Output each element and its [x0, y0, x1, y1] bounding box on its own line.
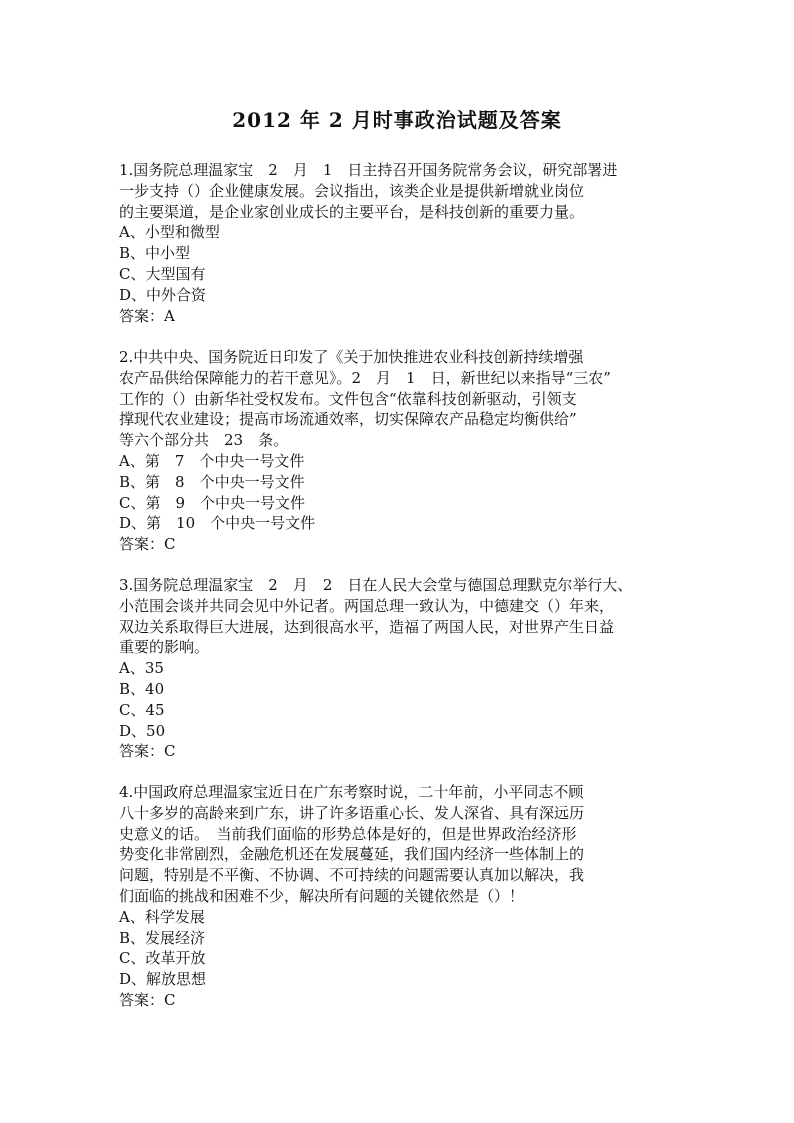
option-b: B、中小型	[119, 244, 191, 263]
question-3	[119, 575, 689, 762]
question-stem-line: 农产品供给保障能力的若干意见》。2 月 1 日，新世纪以来指导“三农”	[119, 368, 611, 387]
question-stem-line: 4.中国政府总理温家宝近日在广东考察时说，二十年前，小平同志不顾	[119, 783, 584, 801]
question-stem-line: 撑现代农业建设；提高市场流通效率，切实保障农产品稳定均衡供给”	[119, 410, 577, 429]
option-a: A、35	[119, 659, 164, 678]
document-title: 2012 年 2 月时事政治试题及答案	[232, 108, 562, 132]
answer: 答案：C	[119, 742, 176, 761]
answer: 答案：C	[119, 990, 176, 1009]
answer: 答案：A	[119, 306, 175, 325]
question-stem-line: 势变化非常剧烈，金融危机还在发展蔓延，我们国内经济一些体制上的	[119, 845, 585, 864]
question-4	[119, 782, 689, 1011]
option-d: D、50	[119, 721, 166, 740]
question-1	[119, 160, 689, 326]
question-2	[119, 347, 689, 555]
question-stem-line: 小范围会谈并共同会见中外记者。两国总理一致认为，中德建交（）年来，	[119, 596, 615, 615]
question-stem-line: 八十多岁的高龄来到广东，讲了许多语重心长、发人深省、具有深远历	[119, 803, 585, 822]
question-stem-line: 1.国务院总理温家宝 2 月 1 日主持召开国务院常务会议，研究部署进	[119, 161, 618, 179]
answer: 答案：C	[119, 535, 176, 554]
option-b: B、第 8 个中央一号文件	[119, 472, 305, 491]
option-c: C、45	[119, 700, 165, 719]
question-stem-line: 史意义的话。 当前我们面临的形势总体是好的，但是世界政治经济形	[119, 824, 577, 843]
question-stem-line: 等六个部分共 23 条。	[119, 431, 289, 450]
question-stem-line: 一步支持（）企业健康发展。会议指出，该类企业是提供新增就业岗位	[119, 181, 585, 200]
question-stem-line: 工作的（）由新华社受权发布。文件包含“依靠科技创新驱动，引领支	[119, 389, 577, 408]
question-stem-line: 们面临的挑战和困难不少，解决所有问题的关键依然是（）！	[119, 886, 525, 905]
question-stem-line: 2.中共中央、国务院近日印发了《关于加快推进农业科技创新持续增强	[119, 348, 584, 366]
option-a: A、科学发展	[119, 907, 205, 926]
question-stem-line: 的主要渠道，是企业家创业成长的主要平台，是科技创新的重要力量。	[119, 202, 585, 221]
question-stem-line: 重要的影响。	[119, 638, 210, 657]
option-d: D、中外合资	[119, 285, 207, 304]
question-stem-line: 问题，特别是不平衡、不协调、不可持续的问题需要认真加以解决，我	[119, 866, 585, 885]
question-stem-line: 3.国务院总理温家宝 2 月 2 日在人民大会堂与德国总理默克尔举行大、	[119, 576, 633, 594]
option-c: C、大型国有	[119, 264, 206, 283]
option-a: A、小型和微型	[119, 223, 220, 242]
option-c: C、第 9 个中央一号文件	[119, 493, 306, 512]
option-b: B、发展经济	[119, 928, 206, 947]
option-d: D、解放思想	[119, 970, 207, 989]
option-c: C、改革开放	[119, 949, 206, 968]
option-b: B、40	[119, 679, 165, 698]
option-a: A、第 7 个中央一号文件	[119, 451, 305, 470]
question-stem-line: 双边关系取得巨大进展，达到很高水平，造福了两国人民，对世界产生日益	[119, 617, 615, 636]
option-d: D、第 10 个中央一号文件	[119, 514, 316, 533]
